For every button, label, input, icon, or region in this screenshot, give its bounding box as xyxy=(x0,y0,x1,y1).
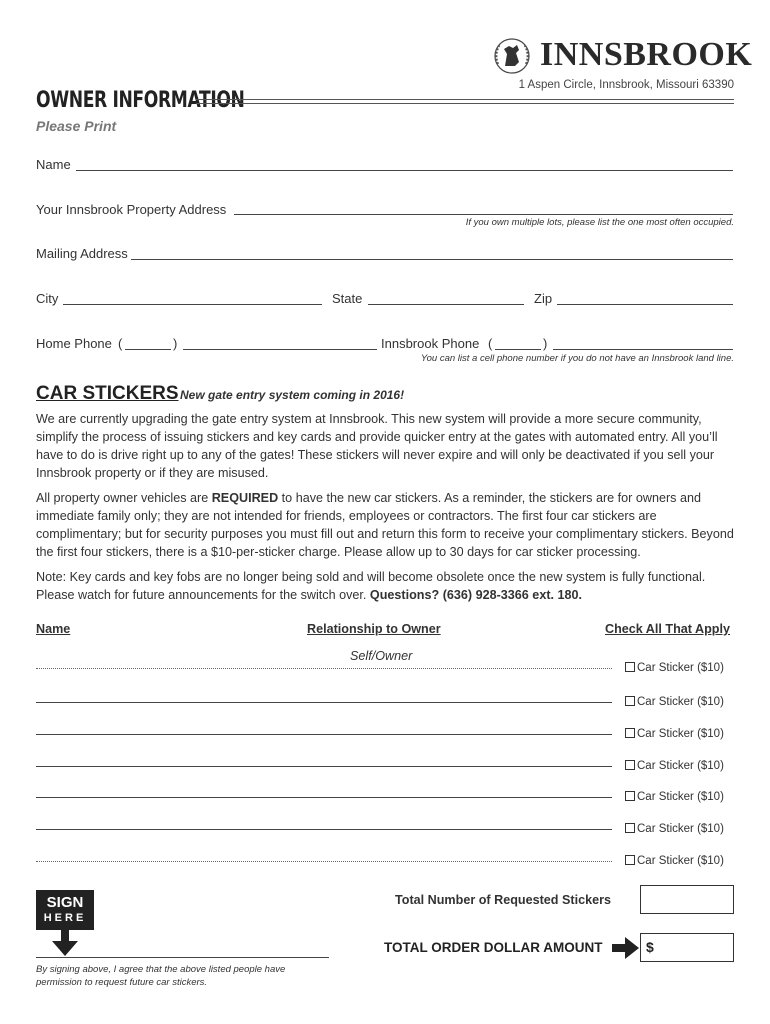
car-sticker-checkbox[interactable] xyxy=(625,791,724,803)
car-sticker-option-label: Car Sticker ($10) xyxy=(637,791,724,803)
header-address: 1 Aspen Circle, Innsbrook, Missouri 63390 xyxy=(518,79,734,91)
name-field[interactable] xyxy=(76,170,733,171)
city-label: City xyxy=(36,291,59,306)
arrow-right-icon xyxy=(612,937,640,959)
self-owner-label: Self/Owner xyxy=(350,649,413,663)
zip-field[interactable] xyxy=(557,304,733,305)
checkbox-icon[interactable] xyxy=(625,855,635,865)
sticker-row-name-field[interactable] xyxy=(36,861,612,862)
para3-text: Note: Key cards and key fobs are no longer being sold and will become obsolete once the new system is fully functional. Please watch for future announcements for the switch over. xyxy=(36,570,706,602)
phone-note: You can list a cell phone number if you do not have an Innsbrook land line. xyxy=(420,353,734,364)
signature-disclaimer: By signing above, I agree that the above listed people have permission to request future car stickers. xyxy=(36,964,286,988)
innsbrook-phone-area-code-field[interactable] xyxy=(495,349,541,350)
car-sticker-checkbox[interactable] xyxy=(625,696,724,708)
innsbrook-phone-paren-open: ( xyxy=(488,336,493,351)
zip-label: Zip xyxy=(534,291,553,306)
sticker-row-name-field[interactable] xyxy=(36,668,612,669)
para2-required: REQUIRED xyxy=(211,491,279,505)
page-title: OWNER INFORMATION xyxy=(36,88,245,113)
total-stickers-label: Total Number of Requested Stickers xyxy=(395,893,612,907)
questions-phone: Questions? (636) 928-3366 ext. 180. xyxy=(369,588,583,602)
here-label: HERE xyxy=(43,912,87,924)
home-phone-label: Home Phone xyxy=(36,336,112,351)
checkbox-icon[interactable] xyxy=(625,760,635,770)
sticker-row-name-field[interactable] xyxy=(36,829,612,830)
car-sticker-option-label: Car Sticker ($10) xyxy=(637,662,724,674)
total-amount-field[interactable] xyxy=(640,933,734,962)
home-phone-area-code-field[interactable] xyxy=(125,349,171,350)
checkbox-icon[interactable] xyxy=(625,728,635,738)
please-print: Please Print xyxy=(36,118,117,134)
innsbrook-phone-paren-close: ) xyxy=(543,336,548,351)
sticker-row-name-field[interactable] xyxy=(36,702,612,703)
innsbrook-phone-label: Innsbrook Phone xyxy=(381,336,480,351)
column-header-check: Check All That Apply xyxy=(604,622,730,636)
car-sticker-checkbox[interactable] xyxy=(625,823,724,835)
car-stickers-heading: CAR STICKERS xyxy=(36,383,179,404)
dollar-sign: $ xyxy=(646,939,654,955)
car-sticker-option-label: Car Sticker ($10) xyxy=(637,855,724,867)
sign-label: SIGN xyxy=(46,894,84,911)
car-sticker-checkbox[interactable] xyxy=(625,728,724,740)
car-sticker-checkbox[interactable] xyxy=(625,662,724,674)
logo-text: INNSBROOK xyxy=(540,36,753,73)
checkbox-icon[interactable] xyxy=(625,696,635,706)
arrow-down-icon xyxy=(50,929,80,957)
car-stickers-paragraph-2 xyxy=(36,489,736,561)
property-address-note: If you own multiple lots, please list the one most often occupied. xyxy=(465,217,734,228)
sticker-row-name-field[interactable] xyxy=(36,766,612,767)
home-phone-paren-open: ( xyxy=(118,336,123,351)
sticker-row-name-field[interactable] xyxy=(36,797,612,798)
car-sticker-checkbox[interactable] xyxy=(625,855,724,867)
car-stickers-subheading: New gate entry system coming in 2016! xyxy=(180,388,405,402)
checkbox-icon[interactable] xyxy=(625,791,635,801)
car-sticker-option-label: Car Sticker ($10) xyxy=(637,696,724,708)
para2-text-b: to have the new car stickers. As a reminder, the stickers are for owners and immediate family only; they are not intended for friends, employees or contractors. The first four car stickers are complimentary; but for security purposes you must fill out and return this form to receive your complimentary stickers. Beyond the first four stickers, there is a $10-per-sticker charge. Please allow up to 30 days for car sticker processing. xyxy=(36,491,734,559)
total-amount-label: TOTAL ORDER DOLLAR AMOUNT xyxy=(384,940,603,955)
name-label: Name xyxy=(36,157,71,172)
car-sticker-option-label: Car Sticker ($10) xyxy=(637,760,724,772)
city-field[interactable] xyxy=(63,304,322,305)
checkbox-icon[interactable] xyxy=(625,662,635,672)
home-phone-field[interactable] xyxy=(183,349,377,350)
car-sticker-checkbox[interactable] xyxy=(625,760,724,772)
property-address-field[interactable] xyxy=(234,214,733,215)
checkbox-icon[interactable] xyxy=(625,823,635,833)
mailing-address-field[interactable] xyxy=(131,259,733,260)
car-sticker-option-label: Car Sticker ($10) xyxy=(637,823,724,835)
title-rule xyxy=(196,99,734,104)
total-stickers-field[interactable] xyxy=(640,885,734,914)
mailing-address-label: Mailing Address xyxy=(36,246,128,261)
home-phone-paren-close: ) xyxy=(173,336,178,351)
para2-text-a: All property owner vehicles are xyxy=(36,491,212,505)
lion-crest-icon xyxy=(490,36,534,76)
column-header-name: Name xyxy=(36,622,71,636)
state-field[interactable] xyxy=(368,304,524,305)
sticker-row-name-field[interactable] xyxy=(36,734,612,735)
car-stickers-paragraph-3 xyxy=(36,568,736,604)
logo xyxy=(490,36,753,78)
car-stickers-paragraph-1: We are currently upgrading the gate entry system at Innsbrook. This new system will provide a more secure community, simplify the process of issuing stickers and key cards and provide quicker entry at the gates with automated entry. All you’ll have to do is drive right up to any of the gates! These stickers will never expire and will only be deactivated if you sell your Innsbrook property or if they are misused. xyxy=(36,412,718,480)
property-address-label: Your Innsbrook Property Address xyxy=(36,202,227,217)
car-sticker-option-label: Car Sticker ($10) xyxy=(637,728,724,740)
column-header-relationship: Relationship to Owner xyxy=(307,622,441,636)
sign-here-badge xyxy=(36,890,94,930)
signature-field[interactable] xyxy=(36,957,329,958)
state-label: State xyxy=(332,291,363,306)
innsbrook-phone-field[interactable] xyxy=(553,349,733,350)
